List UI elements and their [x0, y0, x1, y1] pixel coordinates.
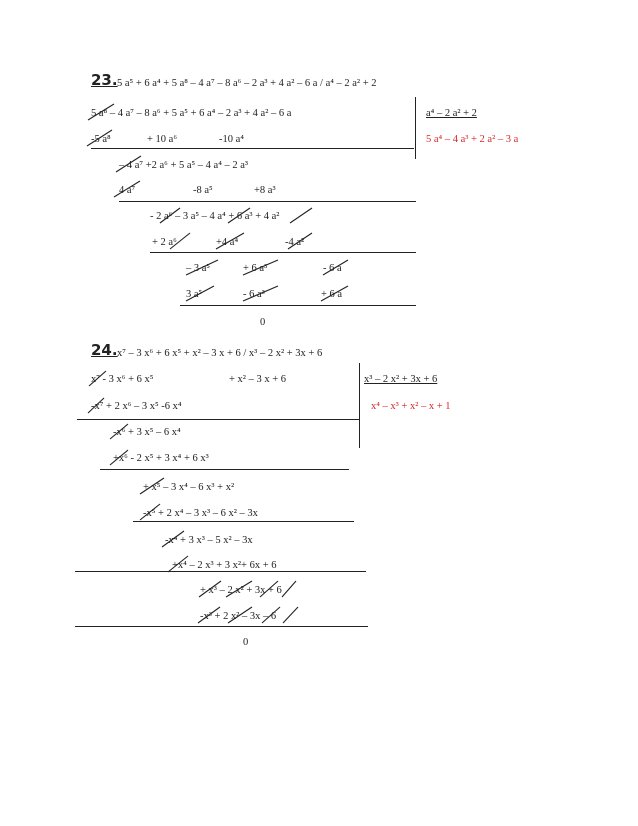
p24-rule: [75, 626, 368, 627]
p24-line-5: + x⁵ – 3 x⁴ – 6 x³ + x²: [143, 482, 235, 493]
p23-rule: [150, 252, 416, 253]
p23-term: + 10 a⁶: [147, 134, 177, 145]
p23-rule: [91, 148, 414, 149]
p23-term: -10 a⁴: [219, 134, 244, 145]
p23-term: +4 a⁴: [216, 237, 239, 248]
p23-term: + 6 a: [321, 289, 343, 300]
p23-line-2: – 4 a⁷ +2 a⁶ + 5 a⁵ – 4 a⁴ – 2 a³: [119, 160, 249, 171]
p23-divisor: a⁴ – 2 a² + 2: [426, 108, 477, 119]
p24-line-10: -x³ + 2 x² – 3x – 6: [200, 611, 277, 622]
problem-24-statement: x⁷ – 3 x⁶ + 6 x⁵ + x² – 3 x + 6 / x³ – 2 x² + 3x + 6: [117, 348, 323, 359]
problem-23-statement: 5 a⁵ + 6 a⁴ + 5 a⁸ – 4 a⁷ – 8 a⁶ – 2 a³ + 4 a² – 6 a / a⁴ – 2 a² + 2: [117, 78, 377, 89]
p23-term: + 6 a³: [243, 263, 268, 274]
problem-number-24: 24.: [91, 341, 118, 359]
p24-rule: [100, 469, 349, 470]
p23-term: + 2 a⁶: [152, 237, 177, 248]
p23-term: -8 a⁵: [193, 185, 213, 196]
p24-line-8: +x⁴ – 2 x³ + 3 x²+ 6x + 6: [172, 560, 277, 571]
p24-rule: [75, 571, 366, 572]
p23-quotient: 5 a⁴ – 4 a³ + 2 a² – 3 a: [426, 134, 519, 145]
p24-remainder: 0: [243, 637, 249, 648]
p23-line-1: 5 a⁸ – 4 a⁷ – 8 a⁶ + 5 a⁵ + 6 a⁴ – 2 a³ + 4 a² – 6 a: [91, 108, 292, 119]
p23-term: 3 a⁵: [186, 289, 203, 300]
p24-line-3: -x⁶ + 3 x⁵ – 6 x⁴: [113, 427, 181, 438]
p24-line-4: +x⁶ - 2 x⁵ + 3 x⁴ + 6 x³: [113, 453, 209, 464]
p24-line-9: + x³ – 2 x² + 3x + 6: [200, 585, 282, 596]
p23-remainder: 0: [260, 317, 266, 328]
p23-term: – 3 a⁵: [186, 263, 211, 274]
p23-line-3: - 2 a⁶ – 3 a⁵ – 4 a⁴ + 6 a³ + 4 a²: [150, 211, 280, 222]
p23-term: - 6 a: [323, 263, 342, 274]
p23-term: +8 a³: [254, 185, 276, 196]
p23-term: -5 a⁸: [91, 134, 111, 145]
problem-number-23: 23.: [91, 71, 118, 89]
p23-term: - 6 a³: [243, 289, 265, 300]
p24-line-7: -x⁴ + 3 x³ – 5 x² – 3x: [165, 535, 253, 546]
p23-vertical-rule: [415, 97, 416, 159]
p23-term: -4 a²: [285, 237, 305, 248]
p24-divisor: x³ – 2 x² + 3x + 6: [364, 374, 438, 385]
p24-term: + x² – 3 x + 6: [229, 374, 286, 385]
p24-rule: [77, 419, 359, 420]
p24-quotient: x⁴ – x³ + x² – x + 1: [371, 401, 451, 412]
p24-line-6: -x⁵ + 2 x⁴ – 3 x³ – 6 x² – 3x: [143, 508, 258, 519]
p23-term: 4 a⁷: [119, 185, 136, 196]
p23-rule: [180, 305, 416, 306]
p24-line-2: -x⁷ + 2 x⁶ – 3 x⁵ -6 x⁴: [91, 401, 182, 412]
p24-line-1: x⁷ - 3 x⁶ + 6 x⁵: [91, 374, 154, 385]
p23-rule: [119, 201, 416, 202]
p24-rule: [133, 521, 354, 522]
p24-vertical-rule: [359, 363, 360, 448]
